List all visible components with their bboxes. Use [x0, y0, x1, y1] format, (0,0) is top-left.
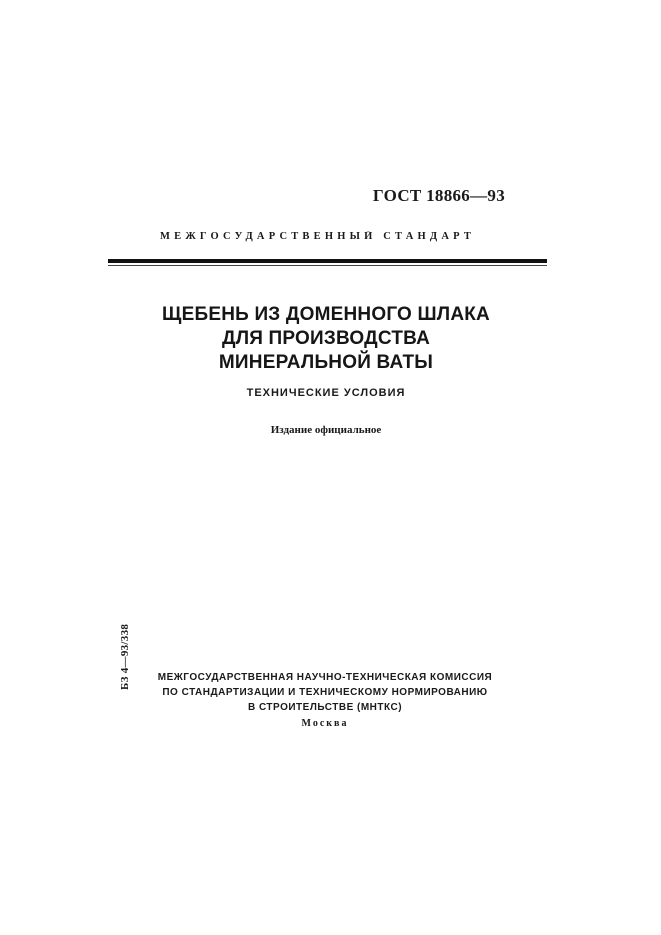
publisher-block: [130, 670, 520, 733]
header-rule-thick: [108, 259, 547, 263]
edition-note: Издание официальное: [270, 424, 382, 436]
publisher-line-1: МЕЖГОСУДАРСТВЕННАЯ НАУЧНО-ТЕХНИЧЕСКАЯ КОМИССИЯ: [157, 672, 493, 683]
title-line-1: ЩЕБЕНЬ ИЗ ДОМЕННОГО ШЛАКА: [162, 304, 490, 325]
publisher-line-3: В СТРОИТЕЛЬСТВЕ (МНТКС): [247, 702, 403, 713]
publisher-line-2: ПО СТАНДАРТИЗАЦИИ И ТЕХНИЧЕСКОМУ НОРМИРОВАНИЮ: [162, 687, 488, 698]
standard-number: ГОСТ 18866—93: [372, 186, 505, 205]
header-rule-thin: [108, 265, 547, 266]
document-subtitle: ТЕХНИЧЕСКИЕ УСЛОВИЯ: [246, 387, 406, 399]
title-line-3: МИНЕРАЛЬНОЙ ВАТЫ: [218, 352, 434, 373]
side-registration-code: БЗ 4—93/338: [119, 623, 131, 690]
publisher-city: Москва: [301, 718, 349, 729]
standard-kind: МЕЖГОСУДАРСТВЕННЫЙ СТАНДАРТ: [160, 231, 476, 242]
title-line-2: ДЛЯ ПРОИЗВОДСТВА: [221, 328, 431, 349]
title-block: [100, 303, 552, 399]
